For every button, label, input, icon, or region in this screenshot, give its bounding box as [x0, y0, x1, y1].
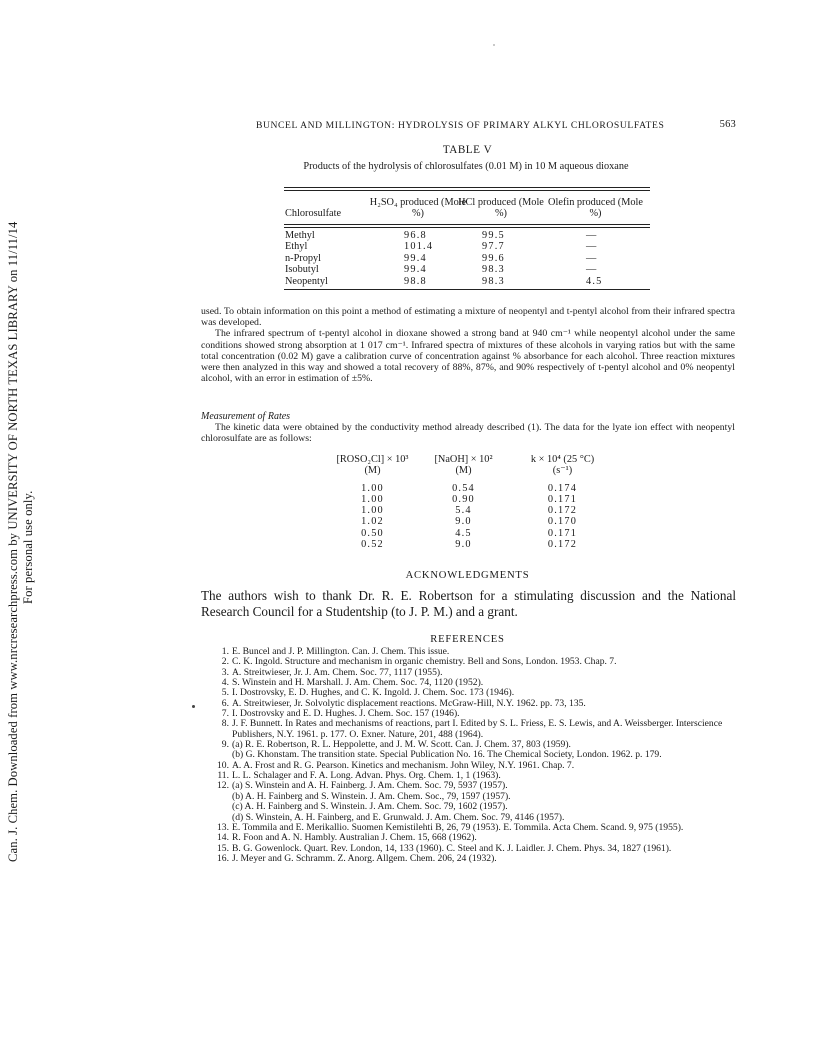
- table-cell: —: [586, 252, 598, 264]
- reference-number: 16.: [217, 852, 229, 864]
- kinetics-header: k × 10⁴ (25 °C): [530, 454, 595, 465]
- reference-text: S. Winstein and H. Marshall. J. Am. Chem. Soc. 74, 1120 (1952).: [232, 677, 484, 689]
- scan-speck: [192, 705, 195, 708]
- reference-number: 2.: [221, 656, 229, 668]
- kinetics-cell: 0.90: [452, 494, 475, 506]
- table-row-label: Neopentyl: [285, 275, 328, 287]
- table-cell: 98.8: [404, 275, 427, 287]
- reference-text: J. Meyer and G. Schramm. Z. Anorg. Allgem. Chem. 206, 24 (1932).: [232, 852, 497, 864]
- kinetics-header: [ROSO₂Cl] × 10³: [336, 454, 409, 465]
- table-row-label: Isobutyl: [285, 264, 319, 276]
- reference-text: R. Foon and A. N. Hambly. Australian J. Chem. 15, 668 (1962).: [232, 832, 477, 844]
- kinetics-unit: (s⁻¹): [552, 465, 573, 477]
- kinetics-col-roso2cl: [330, 454, 415, 550]
- reference-text: E. Buncel and J. P. Millington. Can. J. Chem. This issue.: [232, 646, 450, 657]
- kinetics-values: [426, 483, 501, 550]
- reference-text: J. F. Bunnett. In Rates and mechanisms of reactions, part I. Edited by S. L. Friess, E. S. Lewis, and A. Weissberger. Interscience Publishers, N.Y. 1961. p. 177. O. Exner. Nature, 201, 488 (1964).: [232, 718, 723, 740]
- download-watermark: [0, 0, 40, 1053]
- kinetics-cell: 1.02: [361, 516, 384, 528]
- personal-use-notice: For personal use only.: [21, 490, 35, 604]
- table-top-rule: [284, 187, 650, 188]
- references-list: [215, 647, 745, 864]
- table-cell: 98.3: [482, 264, 505, 276]
- reference-number: 11.: [217, 770, 229, 782]
- reference-number: 15.: [217, 842, 229, 854]
- reference-text: I. Dostrovsky and E. D. Hughes. J. Chem. Soc. 157 (1946).: [232, 708, 460, 720]
- reference-number: 14.: [217, 832, 229, 844]
- acknowledgments-text: The authors wish to thank Dr. R. E. Robertson for a stimulating discussion and the National Research Council for a Studentship (to J. P. M.) and a grant.: [201, 588, 736, 619]
- reference-number: 1.: [221, 646, 229, 657]
- table-cell: 4.5: [586, 275, 603, 287]
- section-subheading: Measurement of Rates: [201, 411, 291, 422]
- reference-text: I. Dostrovsky, E. D. Hughes, and C. K. Ingold. J. Chem. Soc. 173 (1946).: [232, 687, 515, 699]
- reference-text: L. L. Schalager and F. A. Long. Advan. Phys. Org. Chem. 1, 1 (1963).: [232, 770, 501, 782]
- kinetics-cell: 1.00: [361, 483, 384, 495]
- kinetics-col-naoh: [426, 454, 501, 550]
- kinetics-cell: 9.0: [455, 538, 472, 550]
- table-row-label: Ethyl: [285, 241, 308, 253]
- scan-speck: [493, 44, 495, 46]
- kinetics-cell: 0.172: [547, 505, 578, 517]
- reference-text: (c) A. H. Fainberg and S. Winstein. J. Am. Chem. Soc. 79, 1602 (1957).: [232, 801, 508, 813]
- kinetics-cell: 0.172: [547, 538, 578, 550]
- table-cell: —: [586, 264, 598, 276]
- reference-number: 6.: [221, 697, 229, 709]
- reference-text: (a) S. Winstein and A. H. Fainberg. J. Am. Chem. Soc. 79, 5937 (1957).: [232, 780, 508, 792]
- table-cell: 96.8: [404, 230, 427, 241]
- table-top-rule-2: [284, 190, 650, 191]
- table-cell: 101.4: [404, 241, 434, 253]
- kinetics-cell: 1.00: [361, 505, 384, 517]
- download-notice: Can. J. Chem. Downloaded from www.nrcresearchpress.com by UNIVERSITY OF NORTH TEXAS LIBRARY on 11/11/14: [6, 221, 20, 862]
- reference-text: A. A. Frost and R. G. Pearson. Kinetics and mechanism. John Wiley, N.Y. 1961. Chap. 7.: [232, 759, 575, 771]
- body-text-kinetics: [201, 422, 735, 444]
- reference-number: 5.: [221, 687, 229, 699]
- reference-text: (d) S. Winstein, A. H. Fainberg, and E. Grunwald. J. Am. Chem. Soc. 79, 4146 (1957).: [232, 811, 565, 823]
- kinetics-header: [NaOH] × 10²: [434, 454, 493, 465]
- reference-number: 8.: [221, 718, 229, 730]
- table-col-header: H₂SO₄ produced (Mole %): [369, 197, 467, 219]
- reference-text: A. Streitwieser, Jr. J. Am. Chem. Soc. 77, 1117 (1955).: [232, 666, 443, 678]
- table-header-rule-2: [284, 227, 650, 228]
- kinetics-cell: 5.4: [455, 505, 472, 517]
- table-label: TABLE V: [442, 144, 493, 156]
- reference-number: 3.: [221, 666, 229, 678]
- reference-item: [215, 854, 745, 864]
- table-header-rule: [284, 224, 650, 225]
- reference-number: 7.: [221, 708, 229, 720]
- reference-number: 4.: [221, 677, 229, 689]
- paragraph: The infrared spectrum of t-pentyl alcohol in dioxane showed a strong band at 940 cm⁻¹ while neopentyl alcohol under the same conditions showed strong absorption at 1 017 cm⁻¹. Infrared spectra of mixtures of these alcohols in varying ratios but with the same total concentration (0.02 M) gave a calibration curve of concentration against % absorbance for each alcohol. Three reaction mixtures were then analyzed in this way and showed a total recovery of 88%, 87%, and 90% respectively of t-pentyl alcohol and 0% neopentyl alcohol, with an error in estimation of ±5%.: [201, 328, 735, 385]
- table-cell: 97.7: [482, 241, 505, 253]
- reference-item: [215, 719, 745, 740]
- reference-text: C. K. Ingold. Structure and mechanism in organic chemistry. Bell and Sons, London. 1953. Chap. 7.: [232, 656, 617, 668]
- table-cell: 99.4: [404, 264, 427, 276]
- table-row-label: n-Propyl: [285, 252, 322, 264]
- table-cell: 99.6: [482, 252, 505, 264]
- table-cell: 98.3: [482, 275, 505, 287]
- reference-text: A. Streitwieser, Jr. Solvolytic displacement reactions. McGraw-Hill, N.Y. 1962. pp. 73, 135.: [232, 697, 586, 709]
- kinetics-cell: 0.52: [361, 538, 384, 550]
- table-cell: 99.4: [404, 252, 427, 264]
- kinetics-cell: 0.174: [547, 483, 578, 495]
- table-cell: —: [586, 241, 598, 253]
- table-bottom-rule: [284, 289, 650, 290]
- paragraph: used. To obtain information on this point a method of estimating a mixture of neopentyl and t-pentyl alcohol from their infrared spectra was developed.: [201, 306, 735, 329]
- table-cell: —: [586, 230, 598, 241]
- kinetics-unit: (M): [455, 465, 472, 477]
- reference-text: (b) A. H. Fainberg and S. Winstein. J. Am. Chem. Soc., 79, 1597 (1957).: [232, 790, 511, 802]
- table-row-label: Methyl: [285, 230, 315, 241]
- table-col-header: HCl produced (Mole %): [458, 197, 544, 219]
- references-heading: REFERENCES: [430, 634, 505, 645]
- acknowledgments-heading: ACKNOWLEDGMENTS: [405, 570, 530, 581]
- running-title: BUNCEL AND MILLINGTON: HYDROLYSIS OF PRIMARY ALKYL CHLOROSULFATES: [256, 120, 665, 131]
- table-col-header: Chlorosulfate: [285, 208, 342, 219]
- reference-number: 13.: [217, 821, 229, 833]
- table-caption: Products of the hydrolysis of chlorosulfates (0.01 M) in 10 M aqueous dioxane: [303, 161, 629, 172]
- kinetics-cell: 9.0: [455, 516, 472, 528]
- table-cell: 99.5: [482, 230, 505, 241]
- table-col-header: Olefin produced (Mole %): [548, 197, 643, 219]
- reference-text: (b) G. Khonstam. The transition state. Special Publication No. 16. The Chemical Society, London. 1962. p. 179.: [232, 749, 662, 761]
- kinetics-cell: 0.170: [547, 516, 578, 528]
- body-text-top: [201, 306, 735, 384]
- kinetics-col-k: [510, 454, 615, 550]
- reference-text: B. G. Gowenlock. Quart. Rev. London, 14, 133 (1960). C. Steel and K. J. Laidler. J. Chem. Phys. 34, 1827 (1961).: [232, 842, 672, 854]
- paragraph: The kinetic data were obtained by the conductivity method already described (1). The data for the lyate ion effect with neopentyl chlorosulfate are as follows:: [201, 422, 735, 445]
- reference-number: 10.: [217, 759, 229, 771]
- reference-text: E. Tommila and E. Merikallio. Suomen Kemistilehti B, 26, 79 (1953). E. Tommila. Acta Chem. Scand. 9, 975 (1955).: [232, 821, 684, 833]
- kinetics-unit: (M): [364, 465, 381, 477]
- kinetics-values: [330, 483, 415, 550]
- reference-text: (a) R. E. Robertson, R. L. Heppolette, and J. M. W. Scott. Can. J. Chem. 37, 803 (1959).: [232, 739, 571, 751]
- reference-number: 9.: [221, 739, 229, 751]
- kinetics-cell: 0.171: [547, 527, 578, 539]
- kinetics-cell: 0.171: [547, 494, 578, 506]
- kinetics-values: [510, 483, 615, 550]
- kinetics-cell: 4.5: [455, 527, 472, 539]
- kinetics-cell: 0.50: [361, 527, 384, 539]
- kinetics-cell: 1.00: [361, 494, 384, 506]
- page-number: 563: [719, 119, 736, 130]
- kinetics-cell: 0.54: [452, 483, 475, 495]
- reference-number: 12.: [217, 780, 229, 792]
